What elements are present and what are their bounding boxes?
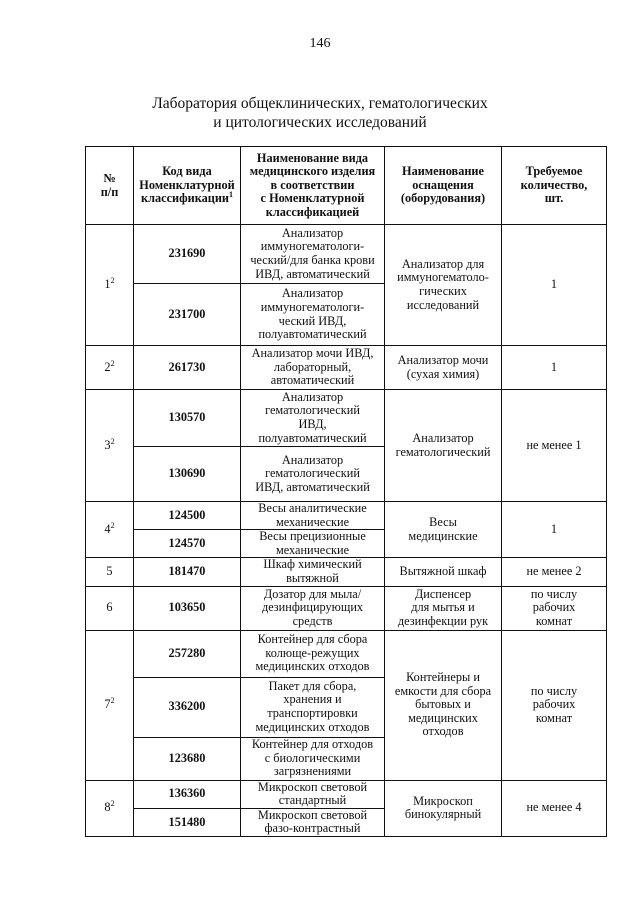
- device-name-line: хранения и: [283, 692, 342, 707]
- required-quantity-line: 1: [550, 277, 558, 292]
- equipment-name-line: (сухая химия): [406, 366, 480, 381]
- equipment-name-line: бытовых и: [415, 697, 471, 712]
- device-name-line: Анализатор: [281, 389, 344, 404]
- equipment-name-line: емкости для сбора: [394, 683, 492, 698]
- header-equipment: [385, 147, 502, 225]
- footnote-marker: 1: [229, 190, 234, 200]
- device-name-line: Контейнер для отходов: [251, 737, 374, 752]
- header-num-line: п/п: [100, 184, 119, 199]
- device-name: [241, 808, 385, 836]
- equipment-name: [385, 586, 502, 630]
- equipment-name-line: бинокулярный: [404, 807, 482, 822]
- equipment-name-line: Анализатор для: [401, 256, 485, 271]
- table-row: [86, 586, 607, 630]
- equipment-name-line: для мытья и: [411, 600, 475, 615]
- equipment-name-line: Контейнеры и: [406, 670, 480, 685]
- classification-code: 123680: [134, 737, 241, 780]
- equipment-name-line: Вытяжной шкаф: [399, 564, 487, 579]
- required-quantity: [502, 586, 607, 630]
- device-name-line: полуавтоматический: [258, 430, 367, 445]
- device-name-line: Шкаф химический: [263, 557, 362, 572]
- device-name: [241, 780, 385, 808]
- header-code-line: Номенклатурной: [139, 177, 235, 192]
- equipment-name: [385, 502, 502, 558]
- required-quantity-line: рабочих: [532, 600, 576, 615]
- device-name-line: медицинских отходов: [255, 659, 370, 674]
- equipment-name: [385, 630, 502, 780]
- header-equipment-line: оснащения: [412, 177, 474, 192]
- equipment-name-line: гических: [419, 284, 467, 298]
- device-name-line: дезинфицирующих: [261, 600, 364, 615]
- required-quantity-line: не менее 2: [526, 564, 582, 579]
- equipment-name-line: медицинские: [408, 528, 478, 543]
- equipment-name-line: Микроскоп: [413, 793, 473, 808]
- device-name-line: средств: [292, 613, 333, 628]
- device-name-line: ИВД, автоматический: [255, 479, 370, 494]
- table-row: [86, 558, 607, 586]
- header-code: [134, 147, 241, 225]
- required-quantity: [502, 558, 607, 586]
- device-name-line: медицинских отходов: [255, 719, 370, 734]
- device-name-line: иммуногематологи-: [260, 299, 365, 314]
- classification-code: 231700: [134, 284, 241, 346]
- device-name-line: загрязнениями: [273, 764, 352, 779]
- device-name-line: Пакет для сбора,: [268, 678, 357, 693]
- equipment-name: [385, 346, 502, 390]
- required-quantity: [502, 225, 607, 346]
- page-number: 146: [309, 36, 331, 51]
- title-line-2: и цитологических исследований: [213, 114, 427, 131]
- required-quantity-line: не менее 4: [526, 800, 582, 815]
- required-quantity: [502, 630, 607, 780]
- device-name: [241, 284, 385, 346]
- footnote-marker: 2: [110, 520, 115, 530]
- page-title: [0, 94, 640, 132]
- classification-code: 231690: [134, 225, 241, 284]
- device-name: [241, 677, 385, 737]
- device-name-line: Дозатор для мыла/: [263, 586, 362, 601]
- footnote-marker: 2: [110, 358, 115, 368]
- table-body: [86, 225, 607, 837]
- required-quantity: [502, 780, 607, 836]
- required-quantity-line: 1: [550, 359, 558, 374]
- classification-code: 257280: [134, 630, 241, 677]
- classification-code: 336200: [134, 677, 241, 737]
- device-name: [241, 737, 385, 780]
- device-name-line: Микроскоп световой: [257, 808, 368, 822]
- device-name-line: с биологическими: [264, 750, 361, 765]
- footnote-marker: 2: [110, 799, 115, 809]
- row-number: $7^2$: [86, 630, 134, 780]
- device-name-line: колюще-режущих: [265, 645, 360, 660]
- classification-code: 261730: [134, 346, 241, 390]
- equipment-name-line: гематологический: [395, 444, 491, 459]
- device-name-line: гематологический: [265, 466, 360, 481]
- classification-code: 103650: [134, 586, 241, 630]
- required-quantity-line: рабочих: [532, 697, 576, 712]
- table-header-row: [86, 147, 607, 225]
- header-quantity: [502, 147, 607, 225]
- footnote-marker: 2: [110, 276, 115, 286]
- row-number: 5: [86, 558, 134, 586]
- header-name-line: Наименование вида: [256, 150, 369, 165]
- equipment-name: [385, 390, 502, 502]
- classification-code: 124570: [134, 530, 241, 558]
- device-name: [241, 225, 385, 284]
- device-name: [241, 586, 385, 630]
- device-name-line: Микроскоп световой: [257, 780, 368, 794]
- equipment-name-line: медицинских: [408, 710, 478, 725]
- header-code-line: классификации$^1$: [140, 190, 234, 206]
- device-name-line: механические: [275, 514, 350, 529]
- table-row: [86, 225, 607, 284]
- equipment-name-line: иммуногематоло-: [397, 270, 489, 285]
- device-name-line: полуавтоматический: [258, 327, 367, 342]
- device-name-line: Анализатор: [281, 286, 344, 301]
- row-number: $3^2$: [86, 390, 134, 502]
- table-row: [86, 630, 607, 677]
- classification-code: 151480: [134, 808, 241, 836]
- header-name-line: с Номенклатурной: [260, 191, 365, 206]
- device-name-line: ческий/для банка крови: [250, 253, 375, 267]
- header-code-line: Код вида: [162, 164, 212, 179]
- device-name: [241, 502, 385, 530]
- title-line-1: Лаборатория общеклинических, гематологических: [152, 95, 488, 112]
- equipment-name-line: исследований: [406, 297, 480, 312]
- required-quantity-line: по числу: [530, 683, 578, 698]
- header-name-line: медицинского изделия: [249, 164, 376, 179]
- row-number: $8^2$: [86, 780, 134, 836]
- required-quantity-line: 1: [550, 521, 558, 536]
- device-name-line: Анализатор: [281, 225, 344, 240]
- device-name-line: вытяжной: [286, 570, 339, 585]
- header-num-line: №: [103, 170, 116, 185]
- device-name-line: транспортировки: [267, 706, 358, 721]
- classification-code: 124500: [134, 502, 241, 530]
- table-row: [86, 502, 607, 530]
- row-number: 6: [86, 586, 134, 630]
- equipment-name: [385, 558, 502, 586]
- required-quantity: [502, 502, 607, 558]
- header-equipment-line: Наименование: [402, 164, 484, 179]
- device-name: [241, 346, 385, 390]
- equipment-name-line: отходов: [422, 724, 464, 739]
- equipment-name: [385, 780, 502, 836]
- equipment-table: [85, 146, 607, 837]
- device-name-line: автоматический: [270, 373, 355, 388]
- equipment-name-line: Анализатор: [412, 430, 474, 445]
- device-name-line: Весы прецизионные: [259, 529, 366, 544]
- classification-code: 181470: [134, 558, 241, 586]
- header-quantity-line: количество,: [520, 177, 588, 192]
- required-quantity: [502, 390, 607, 502]
- device-name-line: ческий ИВД,: [278, 313, 347, 328]
- header-name-line: классификацией: [265, 204, 360, 219]
- equipment-name-line: Весы: [429, 515, 457, 530]
- table-row: [86, 346, 607, 390]
- equipment-name-line: Анализатор мочи: [397, 352, 489, 367]
- header-name-line: в соответствии: [270, 177, 355, 192]
- row-number: $4^2$: [86, 502, 134, 558]
- device-name-line: фазо-контрастный: [264, 821, 361, 836]
- row-number: $2^2$: [86, 346, 134, 390]
- equipment-name: [385, 225, 502, 346]
- device-name-line: иммуногематологи-: [260, 239, 365, 254]
- device-name-line: стандартный: [278, 793, 347, 808]
- device-name-line: лабораторный,: [273, 359, 352, 374]
- required-quantity-line: по числу: [530, 586, 578, 601]
- device-name: [241, 630, 385, 677]
- table-row: [86, 390, 607, 447]
- device-name-line: Весы аналитические: [258, 501, 367, 515]
- header-name: [241, 147, 385, 225]
- classification-code: 130690: [134, 447, 241, 502]
- device-name-line: Контейнер для сбора: [257, 632, 368, 647]
- device-name-line: Анализатор мочи ИВД,: [251, 346, 374, 361]
- row-number: $1^2$: [86, 225, 134, 346]
- equipment-name-line: Диспенсер: [414, 586, 472, 601]
- required-quantity-line: комнат: [535, 710, 573, 725]
- header-quantity-line: Требуемое: [525, 164, 583, 179]
- footnote-marker: 2: [110, 436, 115, 446]
- required-quantity-line: комнат: [535, 613, 573, 628]
- equipment-name-line: дезинфекции рук: [397, 613, 489, 628]
- header-quantity-line: шт.: [544, 191, 564, 206]
- device-name: [241, 447, 385, 502]
- device-name-line: Анализатор: [281, 452, 344, 467]
- device-name: [241, 390, 385, 447]
- classification-code: 136360: [134, 780, 241, 808]
- device-name-line: механические: [275, 542, 350, 557]
- device-name-line: ИВД,: [298, 417, 327, 431]
- device-name-line: ИВД, автоматический: [255, 266, 370, 281]
- footnote-marker: 2: [110, 696, 115, 706]
- device-name-line: гематологический: [265, 403, 360, 418]
- classification-code: 130570: [134, 390, 241, 447]
- required-quantity-line: не менее 1: [526, 437, 582, 452]
- device-name: [241, 558, 385, 586]
- header-equipment-line: (оборудования): [400, 191, 486, 206]
- table-row: [86, 780, 607, 808]
- required-quantity: [502, 346, 607, 390]
- header-num: [86, 147, 134, 225]
- device-name: [241, 530, 385, 558]
